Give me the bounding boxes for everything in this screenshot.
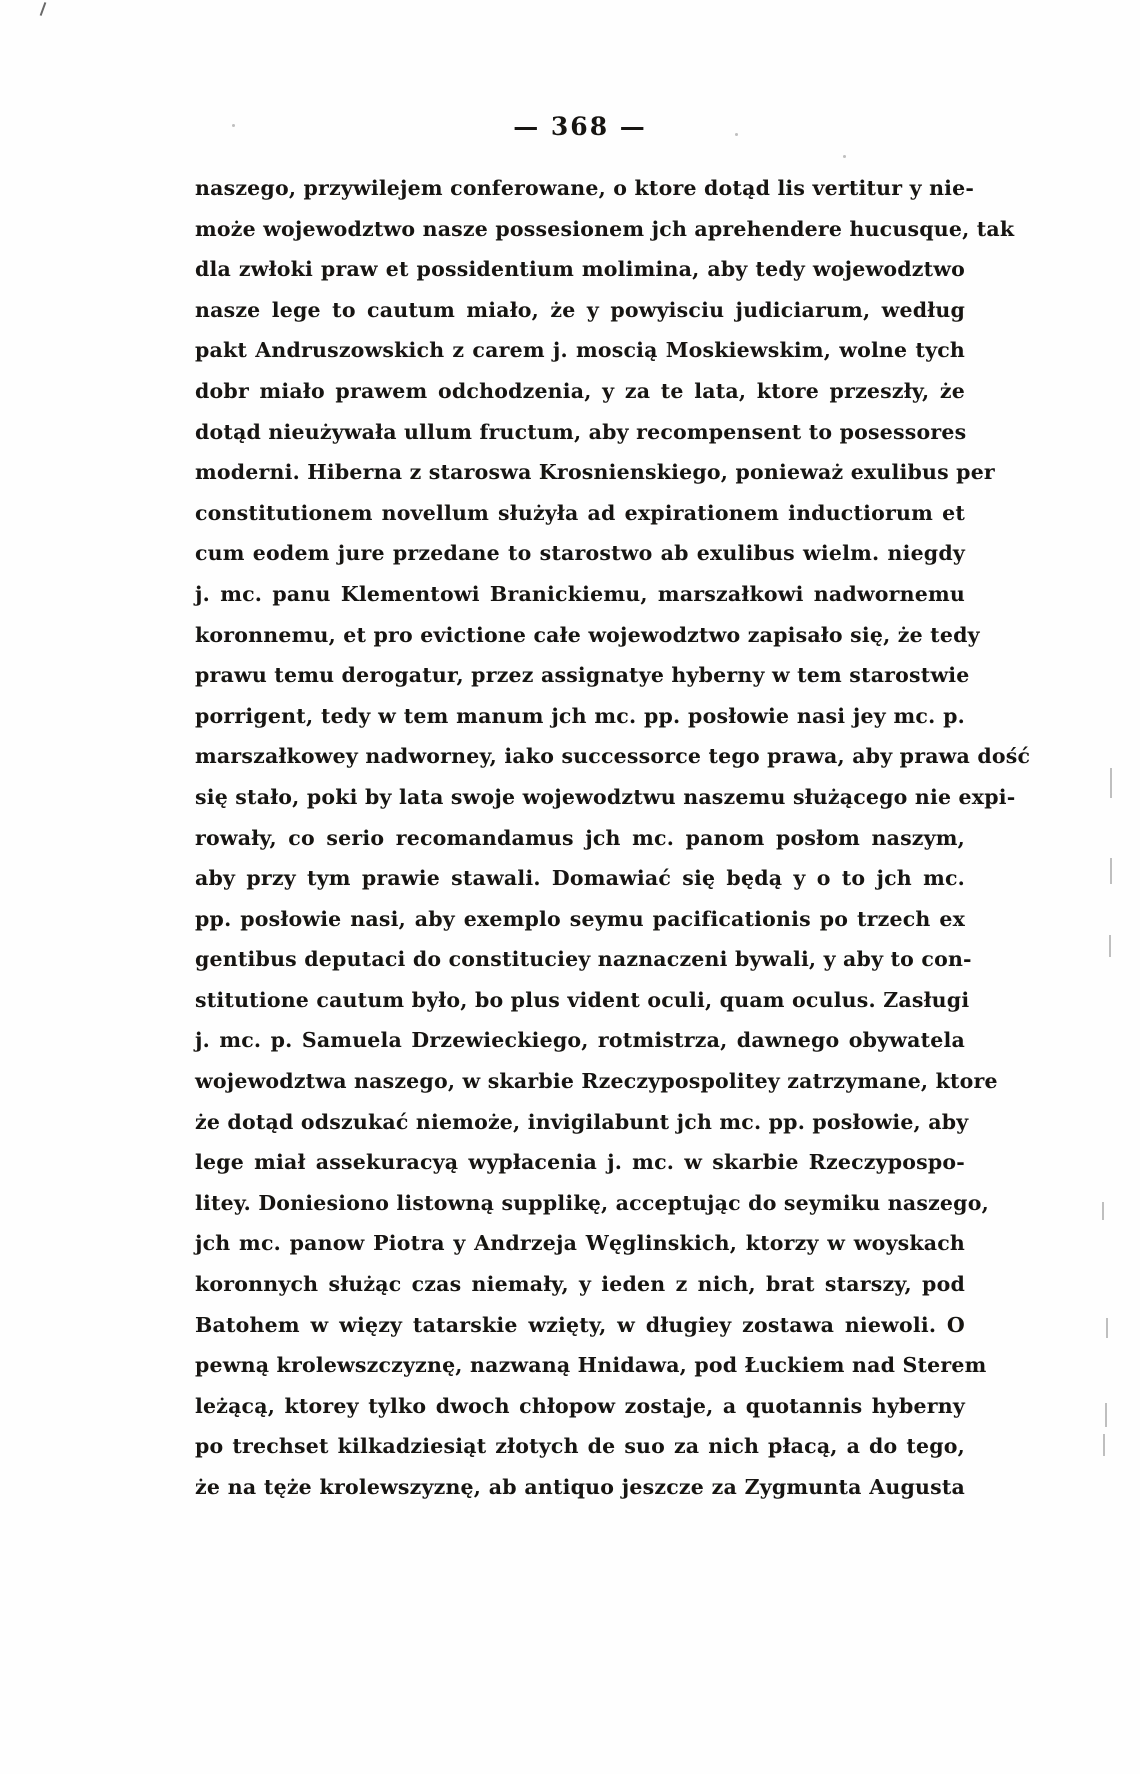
text-line: że dotąd odszukać niemoże, invigilabunt jch mc. pp. posłowie, aby xyxy=(195,1109,969,1134)
text-line: pp. posłowie nasi, aby exemplo seymu pacificationis po trzech ex xyxy=(195,906,965,931)
text-line: pakt Andruszowskich z carem j. moscią Moskiewskim, wolne tych xyxy=(195,338,965,363)
scan-artifact xyxy=(735,133,738,136)
scan-artifact xyxy=(1103,1434,1105,1456)
scan-artifact xyxy=(232,124,235,127)
text-line: naszego, przywilejem conferowane, o ktore dotąd lis vertitur y nie- xyxy=(195,176,975,200)
scan-artifact xyxy=(40,2,47,16)
text-line: litey. Doniesiono listowną supplikę, acceptując do seymiku naszego, xyxy=(195,1190,989,1215)
text-line: leżącą, ktorey tylko dwoch chłopow zostaje, a quotannis hyberny xyxy=(195,1393,965,1418)
text-line: jch mc. panow Piotra y Andrzeja Węglinskich, ktorzy w woyskach xyxy=(195,1231,965,1256)
scan-artifact xyxy=(1102,1202,1104,1220)
text-line: constitutionem novellum służyła ad expirationem inductiorum et xyxy=(195,500,965,525)
text-line: porrigent, tedy w tem manum jch mc. pp. posłowie nasi jey mc. p. xyxy=(195,703,965,728)
text-line: cum eodem jure przedane to starostwo ab exulibus wielm. niegdy xyxy=(195,541,965,566)
scan-artifact xyxy=(1109,935,1111,957)
text-line: aby przy tym prawie stawali. Domawiać się będą y o to jch mc. xyxy=(195,866,965,891)
text-line: dotąd nieużywała ullum fructum, aby recompensent to posessores xyxy=(195,419,967,444)
page-number: — 368 — xyxy=(513,112,647,141)
text-line: się stało, poki by lata swoje wojewodztwu naszemu służącego nie expi- xyxy=(195,784,1016,809)
text-line: nasze lege to cautum miało, że y powyisciu judiciarum, według xyxy=(195,297,965,322)
text-line: marszałkowey nadworney, iako successorce tego prawa, aby prawa dość xyxy=(195,744,1031,769)
scan-artifact xyxy=(843,155,846,158)
text-line: dobr miało prawem odchodzenia, y za te lata, ktore przeszły, że xyxy=(195,378,965,403)
text-line: stitutione cautum było, bo plus vident oculi, quam oculus. Zasługi xyxy=(195,987,970,1012)
text-line: pewną krolewszczyznę, nazwaną Hnidawa, pod Łuckiem nad Sterem xyxy=(195,1353,987,1378)
text-line: koronnemu, et pro evictione całe wojewodztwo zapisało się, że tedy xyxy=(195,622,980,647)
text-line: moderni. Hiberna z staroswa Krosnienskiego, ponieważ exulibus per xyxy=(195,460,995,485)
scan-artifact xyxy=(1110,768,1112,798)
scan-artifact xyxy=(1106,1318,1108,1338)
text-line: Batohem w więzy tatarskie wzięty, w długiey zostawa niewoli. O xyxy=(195,1312,965,1337)
text-line: że na tęże krolewszyznę, ab antiquo jeszcze za Zygmunta Augusta xyxy=(195,1475,965,1499)
text-line: dla zwłoki praw et possidentium molimina, aby tedy wojewodztwo xyxy=(195,257,965,282)
text-line: koronnych służąc czas niemały, y ieden z nich, brat starszy, pod xyxy=(195,1272,965,1297)
text-line: prawu temu derogatur, przez assignatye hyberny w tem starostwie xyxy=(195,663,970,688)
text-line: wojewodztwa naszego, w skarbie Rzeczypospolitey zatrzymane, ktore xyxy=(195,1069,998,1094)
scan-artifact xyxy=(1105,1403,1107,1427)
text-block xyxy=(195,168,1031,1508)
scan-artifact xyxy=(1110,858,1112,884)
text-line: może wojewodztwo nasze possesionem jch aprehendere hucusque, tak xyxy=(195,216,1015,241)
text-line: lege miał assekuracyą wypłacenia j. mc. w skarbie Rzeczypospo- xyxy=(195,1150,965,1175)
text-line: j. mc. p. Samuela Drzewieckiego, rotmistrza, dawnego obywatela xyxy=(195,1028,965,1053)
text-line: rowały, co serio recomandamus jch mc. panom posłom naszym, xyxy=(195,825,965,850)
text-line: po trechset kilkadziesiąt złotych de suo za nich płacą, a do tego, xyxy=(195,1434,965,1459)
text-line: gentibus deputaci do constituciey naznaczeni bywali, y aby to con- xyxy=(195,947,972,972)
text-line: j. mc. panu Klementowi Branickiemu, marszałkowi nadwornemu xyxy=(195,581,965,606)
